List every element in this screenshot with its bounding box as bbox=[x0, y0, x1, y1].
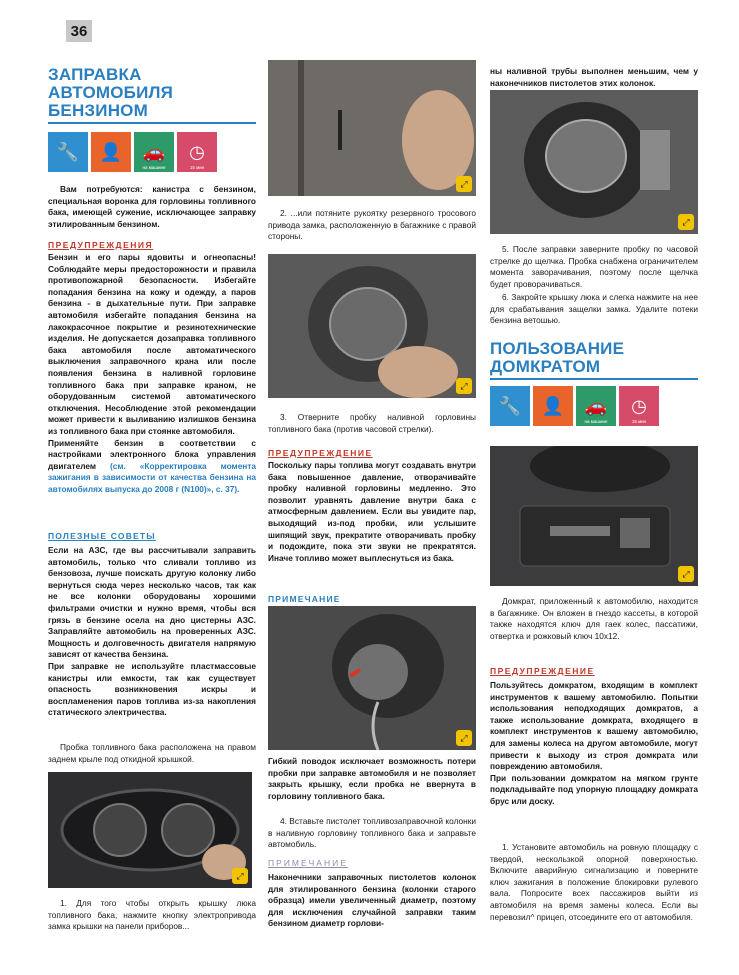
tip-paragraph: При заправке не используйте пластмассовые канистры или емкости, так как существует опасность возникновения искры и воспламенения паров топлива из-за накопления статического электричества. bbox=[48, 660, 256, 718]
wrench-icon: 🔧 bbox=[490, 386, 530, 426]
person-icon: 👤 bbox=[91, 132, 131, 172]
warning-heading-2: ПРЕДУПРЕЖДЕНИЕ bbox=[268, 448, 373, 458]
note-heading-text: ПРИМЕЧАНИЕ bbox=[268, 858, 348, 868]
zoom-badge-icon: ⤢ bbox=[456, 730, 472, 746]
zoom-badge-icon: ⤢ bbox=[232, 868, 248, 884]
title-line: АВТОМОБИЛЯ bbox=[48, 83, 174, 102]
caption-step-2: 2. ...или потяните рукоятку резервного тросового привода замка, расположенную в багажнике с правой стороны. bbox=[268, 208, 476, 242]
photo-unscrew-cap bbox=[268, 254, 476, 398]
intro-text: Вам потребуются: канистра с бензином, специальная воронка для горловины топливного бака, имеющей сужение, исключающее заправку этилированным бензином. bbox=[48, 184, 256, 229]
caption-step-6: 6. Закройте крышку люка и слегка нажмите на нее для срабатывания защелки замка. Удалите потеки бензина ветошью. bbox=[490, 292, 698, 326]
person-icon: 👤 bbox=[533, 386, 573, 426]
warning-paragraph bbox=[48, 438, 256, 496]
tip-paragraph: Если на АЗС, где вы рассчитывали заправить автомобиль, только что сливали топливо из бензовоза, лучше поискать другую колонку либо вернуться сюда через несколько часов, так как не все колонки оборудованы хорошими фильтрами очистки и нужно время, чтобы вся грязь в бензине осела на дно цистерны АЗС. Заправляйте автомобиль на проверенных АЗС. Мощность и долговечность двигателя напрямую зависят от качества бензина. bbox=[48, 545, 256, 660]
icon-caption: 15 мин bbox=[631, 419, 647, 424]
zoom-badge-icon: ⤢ bbox=[678, 214, 694, 230]
title-rule bbox=[490, 378, 698, 380]
clock-icon: ◷ 15 мин bbox=[177, 132, 217, 172]
caption-step-1: 1. Для того чтобы открыть крышку люка топливного бака, нажмите кнопку электропривода замка крышки на панели приборов... bbox=[48, 898, 256, 932]
warning-text-3 bbox=[490, 680, 698, 808]
photo-jack-in-trunk bbox=[490, 446, 698, 586]
title-line: БЕНЗИНОМ bbox=[48, 101, 148, 120]
jack-description: Домкрат, приложенный к автомобилю, находится в багажнике. Он вложен в гнездо кассеты, в которой также находятся ключ для гаек колес, пассатижи, отвертка и рожковый ключ 10x12. bbox=[490, 596, 698, 641]
dashboard-illustration bbox=[48, 772, 252, 888]
trunk-illustration bbox=[268, 60, 476, 196]
photo-trunk-handle bbox=[268, 60, 476, 196]
zoom-badge-icon: ⤢ bbox=[678, 566, 694, 582]
warning-paragraph: Бензин и его пары ядовиты и огнеопасны! Соблюдайте меры предосторожности и правила противопожарной безопасности. Избегайте попадания бензина на кожу и одежду, а паров бензина - в дыхательные пути. При заправке автомобиля избегайте попадания бензина на лакокрасочное покрытие и резинотехнические изделия. Не допускается дозаправка топливного бака автомобиля после автоматического выключения заправочного крана или после появления бензина в наливной горловине топливного бака при заправке краном, не оборудованным системой автоматического отключения. Несоблюдение этой рекомендации может привести к выливанию излишков бензина из топливного бака при стоянке автомобиля. bbox=[48, 252, 256, 436]
title-rule bbox=[48, 122, 256, 124]
icon-strip-jack bbox=[490, 386, 659, 426]
note-text: Гибкий поводок исключает возможность потери пробки при заправке автомобиля и не позволяет закрыть крышку, если пробка не ввернута в горловину топливного бака. bbox=[268, 756, 476, 801]
cap-leash-illustration bbox=[268, 606, 476, 750]
tips-heading: ПОЛЕЗНЫЕ СОВЕТЫ bbox=[48, 531, 156, 541]
caption-step-4: 4. Вставьте пистолет топливозаправочной колонки в наливную горловину топливного бака и заправьте автомобиль. bbox=[268, 816, 476, 850]
fuel-cap-illustration bbox=[268, 254, 476, 398]
warnings-text bbox=[48, 252, 256, 495]
jack-step-1: 1. Установите автомобиль на ровную площадку с твердой, нескользкой опорной поверхностью. Включите аварийную сигнализацию и поверните ключ зажигания в положение блокировки рулевого вала. Попросите всех пассажиров выйти из автомобиля на время замены колеса. Если вы перевозил^ прицеп, отсоедините его от автомобиля. bbox=[490, 842, 698, 922]
warning-paragraph: Пользуйтесь домкратом, входящим в комплект инструментов к вашему автомобилю. Попытки использования неподходящих домкратов, а также использование домкрата, входящего в комплект инструментов к вашему автомобилю, для замены колеса на другом автомобиле, могут привести к выходу из строя домкрата или повреждению автомобиля. bbox=[490, 680, 698, 772]
zoom-badge-icon: ⤢ bbox=[456, 378, 472, 394]
tank-location-text: Пробка топливного бака расположена на правом заднем крыле под откидной крышкой. bbox=[48, 742, 256, 764]
cross-reference-link[interactable]: (см. «Корректировка момента зажигания в зависимости от качества бензина на автомобилях выпуска до 2008 г (N100)», с. 37). bbox=[48, 460, 256, 494]
note-heading: ПРИМЕЧАНИЕ bbox=[268, 594, 341, 604]
jack-illustration bbox=[490, 446, 698, 586]
tips-text bbox=[48, 545, 256, 719]
title-line: ДОМКРАТОМ bbox=[490, 357, 601, 376]
note-heading-2 bbox=[268, 858, 348, 868]
warning-heading-3: ПРЕДУПРЕЖДЕНИЕ bbox=[490, 666, 595, 676]
photo-dashboard-button bbox=[48, 772, 252, 888]
section-title-refuel bbox=[48, 66, 248, 120]
caption-step-5: 5. После заправки заверните пробку по часовой стрелке до щелчка. Пробка снабжена ограничителем момента заворачивания, поэтому после щелчка будет проворачиваться. bbox=[490, 244, 698, 289]
photo-cap-leash bbox=[268, 606, 476, 750]
title-line: ПОЛЬЗОВАНИЕ bbox=[490, 339, 625, 358]
car-icon: 🚗 на машине bbox=[134, 132, 174, 172]
note-continuation: ны наливной трубы выполнен меньшим, чем у наконечников пистолетов этих колонок. bbox=[490, 66, 698, 88]
icon-caption: 15 мин bbox=[189, 165, 205, 170]
wrench-icon: 🔧 bbox=[48, 132, 88, 172]
warnings-heading: ПРЕДУПРЕЖДЕНИЯ bbox=[48, 240, 154, 250]
warning-text: Применяйте бензин в соответствии с настройками электронного блока управления двигателем bbox=[48, 437, 256, 471]
car-icon: 🚗 на машине bbox=[576, 386, 616, 426]
zoom-badge-icon: ⤢ bbox=[456, 176, 472, 192]
section-title-jack bbox=[490, 340, 700, 376]
icon-caption: на машине bbox=[142, 165, 166, 170]
photo-close-cap bbox=[490, 90, 698, 234]
icon-caption: на машине bbox=[584, 419, 608, 424]
title-line: ЗАПРАВКА bbox=[48, 65, 142, 84]
icon-strip-refuel bbox=[48, 132, 217, 172]
caption-step-3: 3. Отверните пробку наливной горловины топливного бака (против часовой стрелки). bbox=[268, 412, 476, 434]
close-cap-illustration bbox=[490, 90, 698, 234]
page-number: 36 bbox=[66, 20, 92, 42]
note-text-2: Наконечники заправочных пистолетов колонок для этилированного бензина (колонки старого образца) имели увеличенный диаметр, поэтому для исключения случайной заправки таким бензином диаметр горлови- bbox=[268, 872, 476, 929]
warning-text-2: Поскольку пары топлива могут создавать внутри бака повышенное давление, отворачивайте пробку наливной горловины медленно. Это позволит уравнять давление внутри бака с атмосферным давлением. Если вы увидите пар, выходящий из-под пробки, или услышите шипящий звук, прекратите отворачивать пробку и подождите, пока эти звуки не прекратятся. Иначе топливо может выплеснуться из бака. bbox=[268, 460, 476, 563]
warning-paragraph: При пользовании домкратом на мягком грунте подкладывайте под упорную площадку домкрата брус или доску. bbox=[490, 772, 698, 806]
clock-icon: ◷ 15 мин bbox=[619, 386, 659, 426]
